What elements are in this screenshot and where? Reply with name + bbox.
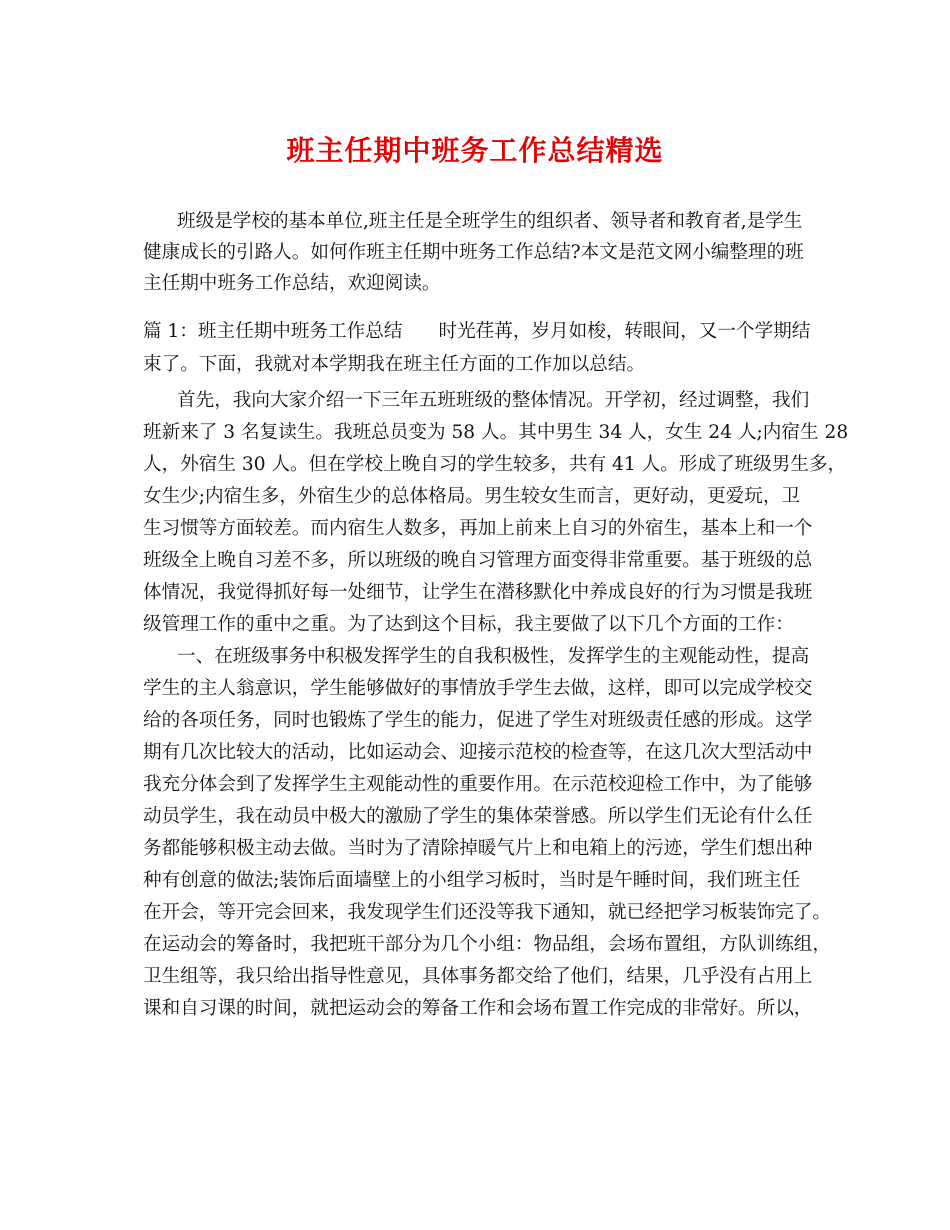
text-line: 务都能够积极主动去做。当时为了清除掉暖气片上和电箱上的污迹，学生们想出种 xyxy=(143,838,813,859)
text-line: 体情况，我觉得抓好每一处细节，让学生在潜移默化中养成良好的行为习惯是我班 xyxy=(143,582,813,603)
text-line: 动员学生，我在动员中极大的激励了学生的集体荣誉感。所以学生们无论有什么任 xyxy=(143,806,813,827)
text-line: 健康成长的引路人。如何作班主任期中班务工作总结?本文是范文网小编整理的班 xyxy=(143,242,804,263)
text-line: 学生的主人翁意识，学生能够做好的事情放手学生去做，这样，即可以完成学校交 xyxy=(143,678,813,699)
text-line: 卫生组等，我只给出指导性意见，具体事务都交给了他们，结果，几乎没有占用上 xyxy=(143,966,813,987)
text-line: 课和自习课的时间，就把运动会的筹备工作和会场布置工作完成的非常好。所以， xyxy=(143,998,813,1019)
text-line: 在开会，等开完会回来，我发现学生们还没等我下通知，就已经把学习板装饰完了。 xyxy=(143,902,831,923)
text-line: 班级全上晚自习差不多，所以班级的晚自习管理方面变得非常重要。基于班级的总 xyxy=(143,550,813,571)
text-line: 生习惯等方面较差。而内宿生人数多，再加上前来上自习的外宿生，基本上和一个 xyxy=(143,518,813,539)
section-heading: 篇 1：班主任期中班务工作总结 xyxy=(143,321,403,342)
text-line: 种有创意的做法;装饰后面墙壁上的小组学习板时，当时是午睡时间，我们班主任 xyxy=(143,870,801,891)
text-line: 给的各项任务，同时也锻炼了学生的能力，促进了学生对班级责任感的形成。这学 xyxy=(143,710,813,731)
text-line: 在运动会的筹备时，我把班干部分为几个小组：物品组，会场布置组，方队训练组， xyxy=(143,934,831,955)
text-line: 首先，我向大家介绍一下三年五班班级的整体情况。开学初，经过调整，我们 xyxy=(177,390,810,411)
text-line: 我充分体会到了发挥学生主观能动性的重要作用。在示范校迎检工作中，为了能够 xyxy=(143,774,813,795)
text-line: 束了。下面，我就对本学期我在班主任方面的工作加以总结。 xyxy=(143,354,646,375)
text-line: 一、在班级事务中积极发挥学生的自我积极性，发挥学生的主观能动性，提高 xyxy=(177,646,810,667)
text-line: 期有几次比较大的活动，比如运动会、迎接示范校的检查等，在这几次大型活动中 xyxy=(143,742,813,763)
document-title: 班主任期中班务工作总结精选 xyxy=(286,134,664,167)
text-line-continuation: 时光荏苒，岁月如梭，转眼间，又一个学期结 xyxy=(438,321,811,342)
text-line: 女生少;内宿生多，外宿生少的总体格局。男生较女生而言，更好动，更爱玩，卫 xyxy=(143,486,801,507)
text-line: 主任期中班务工作总结，欢迎阅读。 xyxy=(143,273,441,294)
text-line: 级管理工作的重中之重。为了达到这个目标，我主要做了以下几个方面的工作： xyxy=(143,614,794,635)
text-line: 班级是学校的基本单位,班主任是全班学生的组织者、领导者和教育者,是学生 xyxy=(177,211,803,232)
text-line: 人，外宿生 30 人。但在学校上晚自习的学生较多，共有 41 人。形成了班级男生多， xyxy=(143,454,847,475)
text-line: 班新来了 3 名复读生。我班总员变为 58 人。其中男生 34 人，女生 24 人;内宿生 28 xyxy=(143,422,849,443)
section-heading-line xyxy=(143,317,813,347)
